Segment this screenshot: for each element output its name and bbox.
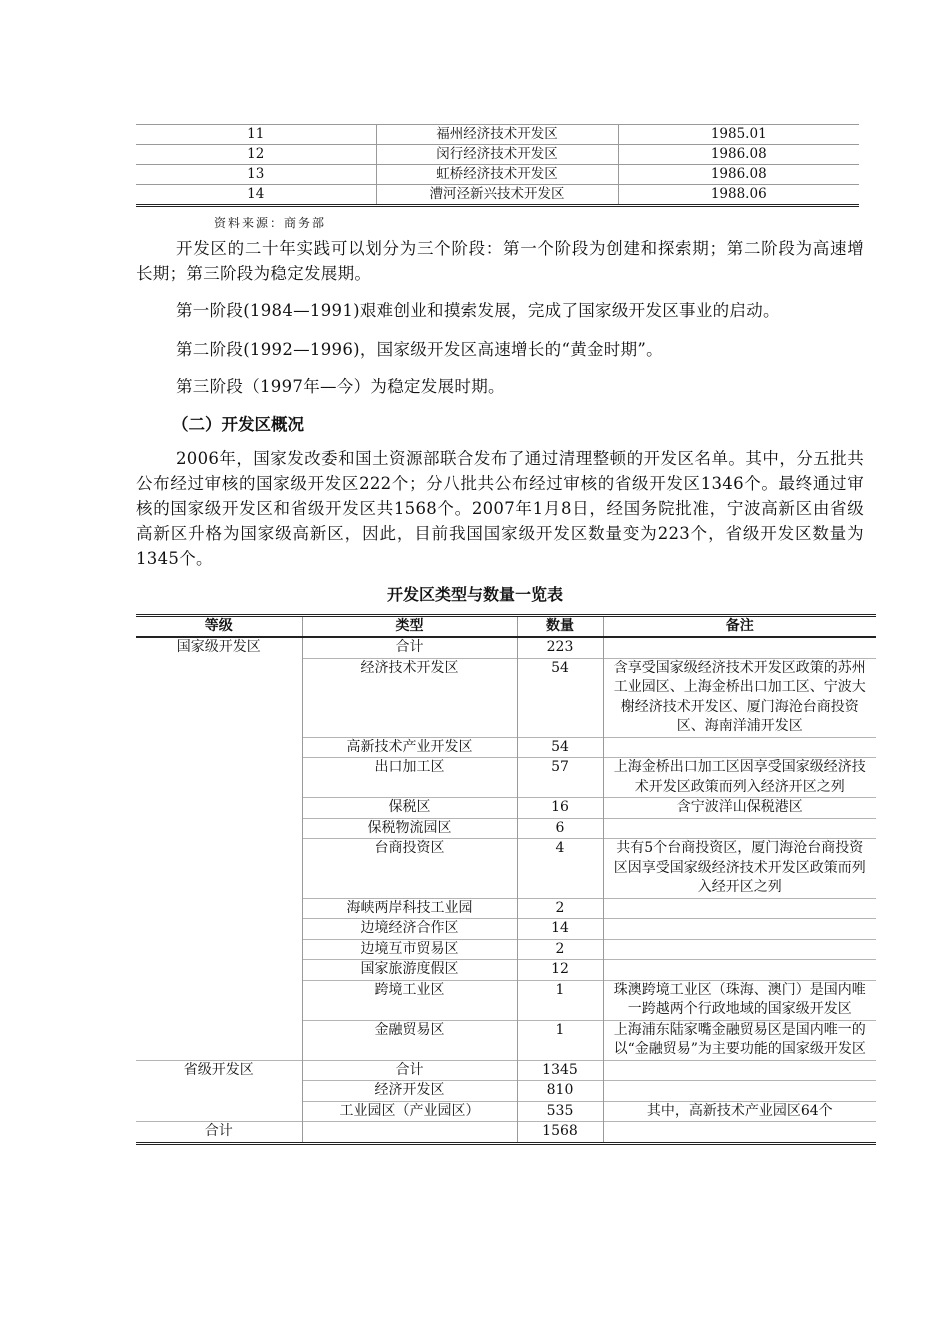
table-row xyxy=(136,1101,876,1122)
paragraph-stage-2: 第二阶段(1992—1996)，国家级开发区高速增长的“黄金时期”。 xyxy=(176,340,663,359)
note-cell: 共有5个台商投资区，厦门海沧台商投资区因享受国家级经济技术开发区政策而列入经开区之列 xyxy=(603,839,876,899)
table-row xyxy=(136,939,876,960)
note-cell xyxy=(603,1060,876,1081)
count-cell: 1568 xyxy=(517,1122,603,1144)
count-cell: 223 xyxy=(517,637,603,658)
table-row xyxy=(136,758,876,798)
type-cell: 保税物流园区 xyxy=(302,818,517,839)
type-cell: 边境经济合作区 xyxy=(302,919,517,940)
type-cell: 经济开发区 xyxy=(302,1081,517,1102)
count-cell: 1345 xyxy=(517,1060,603,1081)
paragraph-stages: 开发区的二十年实践可以划分为三个阶段：第一个阶段为创建和探索期；第二阶段为高速增长期；第三阶段为稳定发展期。 xyxy=(136,239,864,283)
table-row xyxy=(136,145,859,165)
table-row xyxy=(136,1122,876,1144)
table-row xyxy=(136,637,876,658)
grade-cell xyxy=(136,960,302,981)
count-cell: 14 xyxy=(517,919,603,940)
type-cell: 台商投资区 xyxy=(302,839,517,899)
count-cell: 535 xyxy=(517,1101,603,1122)
top-table xyxy=(136,124,859,207)
paragraph-stage-3: 第三阶段（1997年—今）为稳定发展时期。 xyxy=(176,377,505,396)
table-row xyxy=(136,1081,876,1102)
type-cell: 海峡两岸科技工业园 xyxy=(302,898,517,919)
paragraph-stage-1: 第一阶段(1984—1991)艰难创业和摸索发展，完成了国家级开发区事业的启动。 xyxy=(176,301,780,320)
count-cell: 4 xyxy=(517,839,603,899)
grade-cell xyxy=(136,737,302,758)
type-cell: 保税区 xyxy=(302,798,517,819)
name-cell: 闵行经济技术开发区 xyxy=(376,145,618,165)
type-cell: 工业园区（产业园区） xyxy=(302,1101,517,1122)
table-row xyxy=(136,1020,876,1060)
type-cell: 高新技术产业开发区 xyxy=(302,737,517,758)
type-cell: 边境互市贸易区 xyxy=(302,939,517,960)
type-cell: 合计 xyxy=(302,1060,517,1081)
name-cell: 漕河泾新兴技术开发区 xyxy=(376,185,618,206)
grade-cell xyxy=(136,658,302,737)
count-cell: 6 xyxy=(517,818,603,839)
table-row xyxy=(136,658,876,737)
header-grade: 等级 xyxy=(136,616,302,638)
count-cell: 54 xyxy=(517,658,603,737)
source-note: 资料来源：商务部 xyxy=(214,216,327,230)
note-cell: 上海金桥出口加工区因享受国家级经济技术开发区政策而列入经济开区之列 xyxy=(603,758,876,798)
grade-cell xyxy=(136,1101,302,1122)
table-row xyxy=(136,798,876,819)
index-cell: 13 xyxy=(136,165,376,185)
table-row xyxy=(136,185,859,206)
paragraph-overview: 2006年，国家发改委和国土资源部联合发布了通过清理整顿的开发区名单。其中，分五批共公布经过审核的国家级开发区222个；分八批共公布经过审核的省级开发区1346个。最终通过审核的国家级开发区和省级开发区共1568个。2007年1月8日，经国务院批准，宁波高新区由省级高新区升格为国家级高新区，因此，目前我国国家级开发区数量变为223个，省级开发区数量为1345个。 xyxy=(136,449,864,568)
type-cell: 金融贸易区 xyxy=(302,1020,517,1060)
table-row xyxy=(136,960,876,981)
type-cell: 经济技术开发区 xyxy=(302,658,517,737)
header-note: 备注 xyxy=(603,616,876,638)
note-cell xyxy=(603,737,876,758)
note-cell: 含享受国家级经济技术开发区政策的苏州工业园区、上海金桥出口加工区、宁波大榭经济技术开发区、厦门海沧台商投资区、海南洋浦开发区 xyxy=(603,658,876,737)
note-cell: 上海浦东陆家嘴金融贸易区是国内唯一的以“金融贸易”为主要功能的国家级开发区 xyxy=(603,1020,876,1060)
header-type: 类型 xyxy=(302,616,517,638)
grade-cell xyxy=(136,1020,302,1060)
grade-cell: 国家级开发区 xyxy=(136,637,302,658)
header-count: 数量 xyxy=(517,616,603,638)
note-cell xyxy=(603,960,876,981)
grade-cell: 合计 xyxy=(136,1122,302,1144)
table-title: 开发区类型与数量一览表 xyxy=(386,585,563,604)
date-cell: 1988.06 xyxy=(618,185,859,206)
name-cell: 福州经济技术开发区 xyxy=(376,125,618,145)
note-cell: 含宁波洋山保税港区 xyxy=(603,798,876,819)
count-cell: 1 xyxy=(517,980,603,1020)
note-cell xyxy=(603,637,876,658)
count-cell: 810 xyxy=(517,1081,603,1102)
count-cell: 54 xyxy=(517,737,603,758)
count-cell: 57 xyxy=(517,758,603,798)
note-cell: 其中，高新技术产业园区64个 xyxy=(603,1101,876,1122)
date-cell: 1985.01 xyxy=(618,125,859,145)
grade-cell xyxy=(136,980,302,1020)
table-row xyxy=(136,980,876,1020)
grade-cell xyxy=(136,839,302,899)
table-row xyxy=(136,898,876,919)
note-cell xyxy=(603,939,876,960)
index-cell: 14 xyxy=(136,185,376,206)
type-cell: 跨境工业区 xyxy=(302,980,517,1020)
index-cell: 12 xyxy=(136,145,376,165)
zone-types-table xyxy=(136,614,876,1145)
note-cell xyxy=(603,818,876,839)
count-cell: 2 xyxy=(517,939,603,960)
date-cell: 1986.08 xyxy=(618,145,859,165)
grade-cell xyxy=(136,798,302,819)
type-cell: 合计 xyxy=(302,637,517,658)
table-row xyxy=(136,1060,876,1081)
grade-cell xyxy=(136,919,302,940)
note-cell xyxy=(603,1122,876,1144)
grade-cell xyxy=(136,898,302,919)
section-title: （二）开发区概况 xyxy=(172,415,304,434)
grade-cell xyxy=(136,1081,302,1102)
type-cell xyxy=(302,1122,517,1144)
grade-cell xyxy=(136,818,302,839)
table-row xyxy=(136,125,859,145)
count-cell: 1 xyxy=(517,1020,603,1060)
count-cell: 16 xyxy=(517,798,603,819)
note-cell xyxy=(603,1081,876,1102)
table-header-row xyxy=(136,616,876,638)
table-row xyxy=(136,818,876,839)
table-row xyxy=(136,919,876,940)
note-cell: 珠澳跨境工业区（珠海、澳门）是国内唯一跨越两个行政地域的国家级开发区 xyxy=(603,980,876,1020)
index-cell: 11 xyxy=(136,125,376,145)
table-row xyxy=(136,737,876,758)
count-cell: 2 xyxy=(517,898,603,919)
type-cell: 国家旅游度假区 xyxy=(302,960,517,981)
name-cell: 虹桥经济技术开发区 xyxy=(376,165,618,185)
count-cell: 12 xyxy=(517,960,603,981)
grade-cell xyxy=(136,758,302,798)
grade-cell xyxy=(136,939,302,960)
type-cell: 出口加工区 xyxy=(302,758,517,798)
date-cell: 1986.08 xyxy=(618,165,859,185)
table-row xyxy=(136,165,859,185)
table-row xyxy=(136,839,876,899)
note-cell xyxy=(603,919,876,940)
grade-cell: 省级开发区 xyxy=(136,1060,302,1081)
note-cell xyxy=(603,898,876,919)
